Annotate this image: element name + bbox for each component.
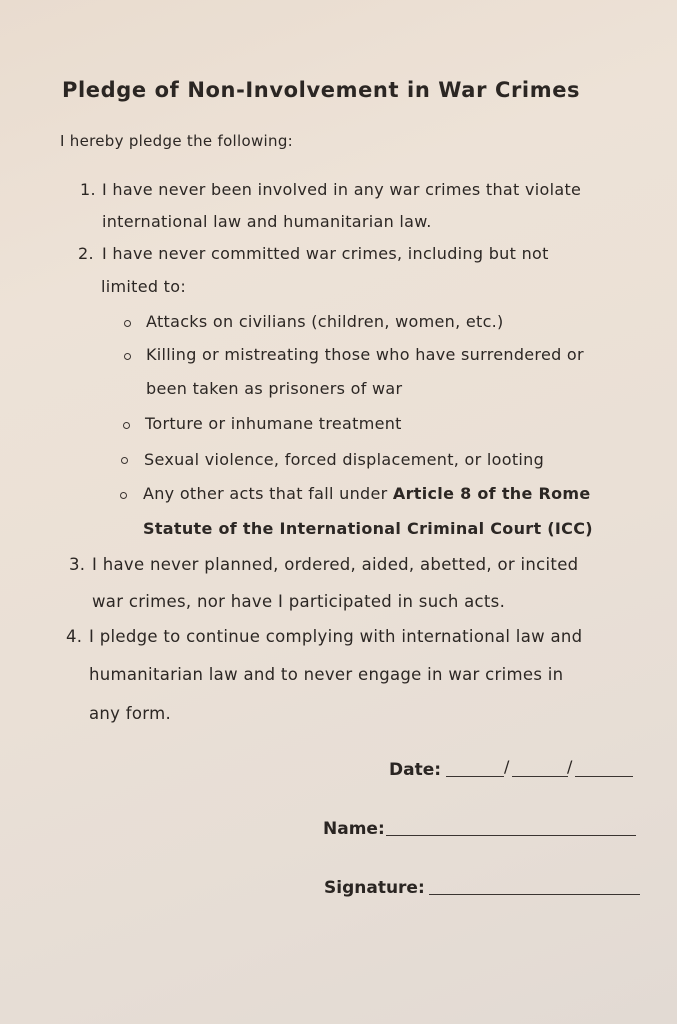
item-1-line-1: I have never been involved in any war crimes that violate xyxy=(102,180,582,199)
circle-bullet-icon xyxy=(121,457,128,464)
item-3-line-2: war crimes, nor have I participated in such acts. xyxy=(92,592,506,611)
subitem-3-line-1: Torture or inhumane treatment xyxy=(145,414,402,433)
circle-bullet-icon xyxy=(123,422,130,429)
subitem-1-line-1: Attacks on civilians (children, women, etc.) xyxy=(146,312,504,331)
date-year-blank[interactable] xyxy=(575,776,633,777)
date-month-blank[interactable] xyxy=(512,776,568,777)
name-label: Name: xyxy=(323,819,385,839)
item-2-number: 2. xyxy=(78,244,94,263)
item-2-line-2: limited to: xyxy=(101,277,187,296)
subitem-2-line-1: Killing or mistreating those who have surrendered or xyxy=(146,345,584,364)
subitem-5-bold: Article 8 of the Rome xyxy=(392,484,591,503)
subitem-4-line-1: Sexual violence, forced displacement, or looting xyxy=(144,450,545,469)
item-3-number: 3. xyxy=(69,555,86,574)
item-4-number: 4. xyxy=(66,627,83,646)
item-4-line-3: any form. xyxy=(89,704,171,723)
circle-bullet-icon xyxy=(124,320,131,327)
date-separator: / xyxy=(567,757,573,776)
subitem-5-line-2: Statute of the International Criminal Court (ICC) xyxy=(143,519,593,538)
circle-bullet-icon xyxy=(120,492,127,499)
intro-text: I hereby pledge the following: xyxy=(60,132,293,150)
subitem-5-line-1 xyxy=(143,484,591,503)
date-label: Date: xyxy=(389,760,442,780)
date-separator: / xyxy=(504,757,510,776)
item-4-line-2: humanitarian law and to never engage in war crimes in xyxy=(89,665,564,684)
item-2-line-1: I have never committed war crimes, including but not xyxy=(102,244,549,263)
circle-bullet-icon xyxy=(124,353,131,360)
item-1-number: 1. xyxy=(80,180,96,199)
subitem-2-line-2: been taken as prisoners of war xyxy=(146,379,403,398)
date-day-blank[interactable] xyxy=(446,776,504,777)
document-title: Pledge of Non-Involvement in War Crimes xyxy=(62,78,581,102)
subitem-5-lead: Any other acts that fall under xyxy=(143,484,393,503)
signature-label: Signature: xyxy=(324,878,425,898)
name-blank[interactable] xyxy=(386,835,636,836)
signature-blank[interactable] xyxy=(429,894,640,895)
item-1-line-2: international law and humanitarian law. xyxy=(102,212,432,231)
item-4-line-1: I pledge to continue complying with international law and xyxy=(89,627,583,646)
item-3-line-1: I have never planned, ordered, aided, abetted, or incited xyxy=(92,555,579,574)
